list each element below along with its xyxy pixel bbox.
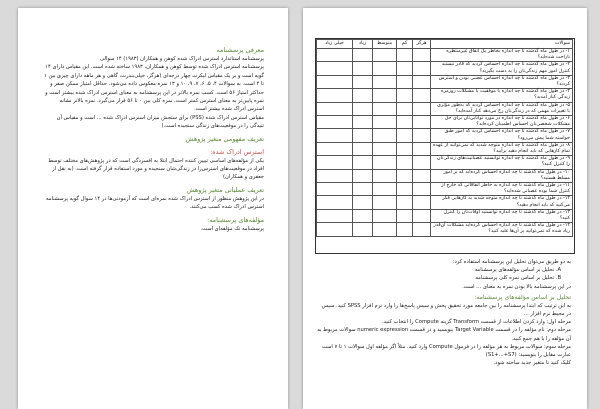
table-body — [317, 49, 573, 237]
answer-cell[interactable] — [397, 89, 413, 102]
answer-cell[interactable] — [373, 156, 397, 169]
answer-cell[interactable] — [373, 116, 397, 129]
paragraph: مرحله سوم: سوالات مربوط به هر مؤلفه را در فرمول Compute وارد کنید. مثلاً اگر مؤلفه اول سوالات ۱ تا ۷ است عبارت مقابل را بنویسید: (S1+...+S7) — [321, 343, 571, 359]
column-header: کم — [397, 40, 413, 49]
answer-cell[interactable] — [353, 116, 373, 129]
paragraph: در این پژوهش منظور از استرس ادراک شده نمره‌ای است که آزمودنی‌ها در ۱۴ سوال گویه پرسشنامه استرس ادراک شده کسب می‌کنند. — [45, 195, 264, 211]
paragraph: در این پرسشنامه بالا بودن نمره به معنای ... است. — [462, 283, 571, 290]
answer-cell[interactable] — [353, 142, 373, 155]
answer-cell[interactable] — [317, 183, 353, 196]
answer-cell[interactable] — [373, 142, 397, 155]
question-cell: ۵- در طول ماه گذشته تا چه اندازه احساس کردید که به‌طور مؤثری با تغییرات مهمی که در زندگی‌تان رخ می‌دهد کنار آمده‌اید؟ — [431, 102, 573, 115]
answer-cell[interactable] — [373, 75, 397, 88]
answer-cell[interactable] — [317, 89, 353, 102]
answer-cell[interactable] — [397, 223, 413, 236]
answer-cell[interactable] — [373, 196, 397, 209]
table-row — [317, 183, 573, 196]
answer-cell[interactable] — [397, 75, 413, 88]
answer-cell[interactable] — [373, 89, 397, 102]
section-heading: تعریف مفهومی متغیر پژوهش — [185, 134, 264, 143]
answer-cell[interactable] — [317, 102, 353, 115]
question-cell: ۱۲- در طول ماه گذشته تا چه اندازه متوجه شدید به کارهایی فکر می‌کنید که باید انجام دهید؟ — [431, 196, 573, 209]
answer-cell[interactable] — [413, 129, 431, 142]
answer-cell[interactable] — [317, 75, 353, 88]
table-row — [317, 102, 573, 115]
answer-cell[interactable] — [413, 156, 431, 169]
table-row — [317, 142, 573, 155]
question-cell: ۸- در طول ماه گذشته تا چه اندازه متوجه شدید که نمی‌توانید از عهده تمام کارهایی که باید انجام دهید برآیید؟ — [431, 142, 573, 155]
answer-cell[interactable] — [373, 169, 397, 182]
table-row — [317, 49, 573, 62]
questionnaire-table — [316, 39, 573, 237]
answer-cell[interactable] — [397, 102, 413, 115]
answer-cell[interactable] — [413, 102, 431, 115]
paragraph: مرحله اول: وارد کردن اطلاعات از قسمت Transform گزینه Compute را انتخاب کنید. — [382, 319, 571, 326]
table-row — [317, 196, 573, 209]
right-page-body — [317, 258, 571, 367]
answer-cell[interactable] — [353, 49, 373, 62]
list-item: B. تحلیل بر اساس نمره کلی پرسشنامه — [475, 275, 561, 282]
answer-cell[interactable] — [373, 49, 397, 62]
section-heading: مؤلفه‌های پرسشنامه: — [207, 215, 264, 224]
section-heading: تحلیل بر اساس مؤلفه‌های پرسشنامه: — [474, 293, 571, 301]
answer-cell[interactable] — [397, 183, 413, 196]
left-page-body — [42, 42, 264, 233]
answer-cell[interactable] — [353, 223, 373, 236]
answer-cell[interactable] — [353, 156, 373, 169]
answer-cell[interactable] — [317, 62, 353, 75]
answer-cell[interactable] — [317, 196, 353, 209]
question-cell: ۱۱- در طول ماه گذشته تا چه اندازه به خاطر اتفاقاتی که خارج از کنترل شما بوده عصبانی شده‌اید؟ — [431, 183, 573, 196]
table-row — [317, 156, 573, 169]
answer-cell[interactable] — [373, 223, 397, 236]
paragraph: به دو طریق می‌توان تحلیل این پرسشنامه استفاده کرد: — [452, 259, 571, 265]
list-item: A. تحلیل بر اساس مؤلفه‌های پرسشنامه — [474, 267, 561, 274]
answer-cell[interactable] — [397, 116, 413, 129]
answer-cell[interactable] — [413, 62, 431, 75]
answer-cell[interactable] — [353, 196, 373, 209]
question-cell: ۱۳- در طول ماه گذشته تا چه اندازه توانستید اوقات‌تان را کنترل کنید؟ — [431, 209, 573, 222]
question-cell: ۱- در طول ماه گذشته تا چه اندازه بخاطر یک اتفاق غیرمنتظره ناراحت شده‌اید؟ — [431, 49, 573, 62]
table-header-row — [317, 40, 573, 49]
document-page-right — [303, 8, 587, 409]
question-cell: ۲- در طول ماه گذشته تا چه اندازه احساس کردید که قادر نیستید کنترل امور مهم زندگی‌تان را به دست بگیرید؟ — [431, 62, 573, 75]
answer-cell[interactable] — [373, 62, 397, 75]
answer-cell[interactable] — [397, 129, 413, 142]
answer-cell[interactable] — [317, 129, 353, 142]
table-row — [317, 223, 573, 236]
answer-cell[interactable] — [413, 75, 431, 88]
table-row — [317, 129, 573, 142]
question-cell: ۱۰- در طول ماه گذشته تا چه اندازه احساس کرده‌اید که بر امور مسلط هستید؟ — [431, 169, 573, 182]
question-cell: ۹- در طول ماه گذشته تا چه اندازه توانستید عصبانیت‌های زندگی‌تان را کنترل کنید؟ — [431, 156, 573, 169]
answer-cell[interactable] — [353, 169, 373, 182]
column-header: خیلی زیاد — [317, 40, 353, 49]
answer-cell[interactable] — [397, 209, 413, 222]
section-heading: استرس ادراک شده: — [210, 147, 264, 156]
paragraph: پرسشنامه استرس ادراک شده توسط کوهن و همکاران، ۱۹۸۳ ساخته شده است. این مقیاس دارای ۱۴ گویه است و بر یک مقیاس لیکرت چهار درجه‌ای (هرگز، خیلی‌بندرت، گاهی و هر ماهه دارای چیزی بین ۱ تا ۴ است. به سوالات ۴، ۵، ۶، ۷، ۹، ۱۰ و ۱۳ نمره معکوس داده می‌شود. حداقل امتیاز ممکن صفر و حداکثر امتیاز ۵۶ است. کسب نمره بالاتر در این پرسشنامه به معنای استرس ادراک شده بیشتر است و نمره پایین‌تر به معنای استرس کمتر است. نمره کلی بین ۰ تا ۵۶ قرار می‌گیرد. نمره بالاتر نشانه استرس ادراک شده بیشتر است. — [44, 64, 264, 113]
answer-cell[interactable] — [413, 223, 431, 236]
section-heading: تعریف عملیاتی متغیر پژوهش — [186, 185, 264, 194]
answer-cell[interactable] — [317, 209, 353, 222]
table-row — [317, 75, 573, 88]
paragraph: پرسشنامه تک مؤلفه‌ای است. — [200, 225, 264, 232]
question-cell: ۷- در طول ماه گذشته تا چه اندازه احساس کردید که امور طبق خواسته شما پیش می‌رود؟ — [431, 129, 573, 142]
table-row — [317, 62, 573, 75]
answer-cell[interactable] — [413, 116, 431, 129]
column-header: هرگز — [413, 40, 431, 49]
answer-cell[interactable] — [413, 183, 431, 196]
table-row — [317, 89, 573, 102]
answer-cell[interactable] — [353, 75, 373, 88]
question-cell: ۴- در طول ماه گذشته تا چه اندازه با موفقیت با مشکلات روزمره زندگی کنار آمدید؟ — [431, 89, 573, 102]
answer-cell[interactable] — [353, 183, 373, 196]
question-cell: ۳- در طول ماه گذشته تا چه اندازه احساس عصبی بودن و استرس کردید؟ — [431, 75, 573, 88]
answer-cell[interactable] — [413, 89, 431, 102]
table-row — [317, 116, 573, 129]
table-row — [317, 169, 573, 182]
paragraph: به این ترتیب که ابتدا پرسشنامه را بین جامعه مورد تحقیق پخش و سپس پاسخ‌ها را وارد نرم افزار SPSS کنید. سپس در محیط نرم افزار ... — [321, 302, 571, 318]
paragraph: مرحله دوم: نام مؤلفه را در قسمت Target Variable بنویسید و در قسمت numeric expression سوالات مربوط به آن مؤلفه را با هم جمع کنید. — [317, 327, 571, 342]
answer-cell[interactable] — [317, 156, 353, 169]
paragraph: یکی از مؤلفه‌های اساسی تبیین کننده احتمال ابتلا به افسردگی است که در پژوهش‌های مختلف توسط افراد در موقعیت‌های استرس‌زا در زندگی‌شان سنجیده و مورد استفاده قرار گرفته است. (به نقل از جعفری و همکاران) — [48, 157, 264, 181]
answer-cell[interactable] — [397, 196, 413, 209]
question-cell: ۱۴- در طول ماه گذشته تا چه اندازه احساس کرده‌اید مشکلات آن‌قدر زیاد شده که نمی‌توانید بر آن‌ها غلبه کنید؟ — [431, 223, 573, 236]
column-header: متوسط — [373, 40, 397, 49]
answer-cell[interactable] — [373, 102, 397, 115]
answer-cell[interactable] — [397, 62, 413, 75]
answer-cell[interactable] — [353, 89, 373, 102]
answer-cell[interactable] — [317, 116, 353, 129]
answer-cell[interactable] — [317, 49, 353, 62]
answer-cell[interactable] — [397, 49, 413, 62]
column-header: سوالات — [431, 40, 573, 49]
answer-cell[interactable] — [397, 169, 413, 182]
answer-cell[interactable] — [353, 102, 373, 115]
column-header: زیاد — [353, 40, 373, 49]
answer-cell[interactable] — [353, 209, 373, 222]
answer-cell[interactable] — [373, 183, 397, 196]
answer-cell[interactable] — [317, 169, 353, 182]
answer-cell[interactable] — [373, 129, 397, 142]
answer-cell[interactable] — [413, 169, 431, 182]
paragraph: کلیک کنید تا متغیر جدید ساخته شود. — [493, 360, 571, 367]
answer-cell[interactable] — [413, 196, 431, 209]
table-row — [317, 209, 573, 222]
answer-cell[interactable] — [353, 62, 373, 75]
answer-cell[interactable] — [413, 49, 431, 62]
question-cell: ۶- در طول ماه گذشته تا چه اندازه در مورد توانایی‌تان برای حل مشکلات شخصی‌تان احساس اطمینان کرده‌اید؟ — [431, 116, 573, 129]
answer-cell[interactable] — [397, 142, 413, 155]
paragraph: مقیاس استرس ادراک شده (PSS) برای سنجش میزان استرس ادراک شده ... است و مقیاس آن تنیدگی را در موقعیت‌های زندگی سنجیده است.) — [56, 114, 264, 130]
paragraph: پرسشنامه استاندارد استرس ادراک شده کوهن و همکاران (۱۹۸۳) ۱۴ سوالی — [100, 56, 264, 62]
answer-cell[interactable] — [317, 223, 353, 236]
section-heading: معرفی پرسشنامه — [216, 46, 264, 54]
answer-cell[interactable] — [317, 142, 353, 155]
answer-cell[interactable] — [413, 209, 431, 222]
answer-cell[interactable] — [353, 129, 373, 142]
answer-cell[interactable] — [397, 156, 413, 169]
answer-cell[interactable] — [373, 209, 397, 222]
answer-cell[interactable] — [413, 142, 431, 155]
document-page-left — [18, 8, 288, 409]
